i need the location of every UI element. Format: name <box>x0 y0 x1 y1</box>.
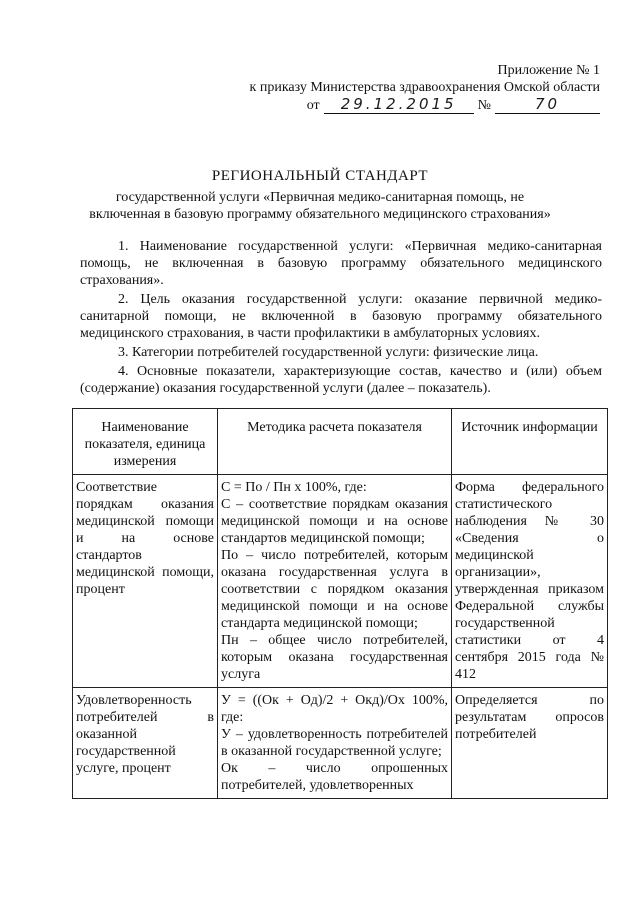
method-line: По – число потребителей, которым оказана государственная услуга в соответствии с порядком оказания медицинской помощи и на основе стандарта медицинской помощи; <box>221 548 448 631</box>
paragraph-2: 2. Цель оказания государственной услуги: оказание первичной медико-санитарной помощи, не включенной в базовую программу обязательного медицинского страхования, в части профилактики в амбулаторных условиях. <box>80 292 602 341</box>
order-reference: к приказу Министерства здравоохранения Омской области <box>249 80 600 95</box>
indicator-name: Соответствие порядкам оказания медицинской помощи и на основе стандартов медицинской помощи, процент <box>73 475 218 688</box>
from-label: от <box>306 98 320 113</box>
paragraph-3: 3. Категории потребителей государственной услуги: физические лица. <box>118 345 539 360</box>
title-heading: РЕГИОНАЛЬНЫЙ СТАНДАРТ <box>211 168 429 184</box>
number-label: № <box>477 98 491 113</box>
document-title <box>0 168 640 223</box>
document-body <box>80 238 602 397</box>
method-line: С = По / Пн х 100%, где: <box>221 480 367 495</box>
method-line: У = ((Ок + Од)/2 + Окд)/Ох 100%, где: <box>221 693 448 725</box>
header-method: Методика расчета показателя <box>218 409 452 475</box>
order-number: 70 <box>495 96 600 114</box>
title-subtitle: государственной услуги «Первичная медико-санитарная помощь, не включенная в базовую программу обязательного медицинского страхования» <box>89 190 551 222</box>
order-date-line <box>180 96 600 114</box>
method-line: Пн – общее число потребителей, которым оказана государственная услуга <box>221 633 448 682</box>
header-source: Источник информации <box>452 409 608 475</box>
method-line: С – соответствие порядкам оказания медицинской помощи и на основе стандартов медицинской помощи; <box>221 497 448 546</box>
header-indicator-name: Наименование показателя, единица измерения <box>73 409 218 475</box>
paragraph-1: 1. Наименование государственной услуги: «Первичная медико-санитарная помощь, не включенная в базовую программу обязательного медицинского страхования». <box>80 239 602 288</box>
table-header-row <box>73 409 608 475</box>
appendix-label: Приложение № 1 <box>497 63 600 78</box>
order-date: 29.12.2015 <box>324 96 474 114</box>
table-row <box>73 475 608 688</box>
table-row <box>73 688 608 799</box>
indicator-name: Удовлетворенность потребителей в оказанной государственной услуге, процент <box>73 688 218 799</box>
indicator-method <box>218 475 452 688</box>
indicator-method <box>218 688 452 799</box>
indicator-source: Определяется по результатам опросов потребителей <box>452 688 608 799</box>
method-line: У – удовлетворенность потребителей в оказанной государственной услуге; <box>221 727 448 759</box>
indicators-table <box>72 408 608 799</box>
document-header <box>180 62 600 114</box>
paragraph-4: 4. Основные показатели, характеризующие состав, качество и (или) объем (содержание) оказания государственной услуги (далее – показатель). <box>80 364 602 396</box>
method-line: Ок – число опрошенных потребителей, удовлетворенных <box>221 761 448 793</box>
indicator-source: Форма федерального статистического наблюдения № 30 «Сведения о медицинской организации», утвержденная приказом Федеральной службы государственной статистики от 4 сентября 2015 года № 412 <box>452 475 608 688</box>
